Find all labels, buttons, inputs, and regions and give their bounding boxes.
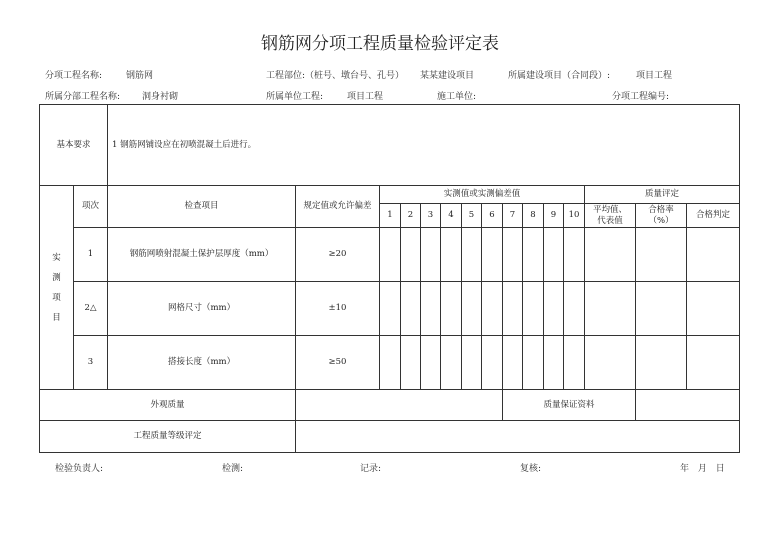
unit-value: 项目工程 [347, 92, 384, 102]
footer-tester: 检测: [222, 464, 244, 474]
measure-cell[interactable] [564, 282, 585, 336]
row-index: 3 [74, 336, 108, 390]
measure-col-header: 8 [523, 204, 544, 228]
measure-cell[interactable] [401, 228, 421, 282]
measure-cell[interactable] [441, 336, 462, 390]
measure-cell[interactable] [482, 282, 503, 336]
header-index: 项次 [74, 186, 108, 228]
inspection-table [39, 104, 740, 453]
footer-recorder: 记录: [360, 464, 382, 474]
measure-cell[interactable] [482, 228, 503, 282]
measure-cell[interactable] [441, 282, 462, 336]
measure-cell[interactable] [503, 336, 523, 390]
measure-col-header: 10 [564, 204, 585, 228]
measure-cell[interactable] [462, 282, 482, 336]
basic-requirement-label: 基本要求 [40, 105, 108, 186]
sub-project-no-label: 分项工程编号: [612, 92, 670, 102]
header-verdict: 合格判定 [687, 204, 740, 228]
sub-project-value: 钢筋网 [126, 71, 154, 81]
appearance-label: 外观质量 [40, 390, 296, 421]
measure-col-header: 3 [421, 204, 441, 228]
measure-cell[interactable] [421, 336, 441, 390]
header-measured: 实测值或实测偏差值 [380, 186, 585, 204]
measure-cell[interactable] [380, 336, 401, 390]
average-cell[interactable] [585, 228, 636, 282]
grade-label: 工程质量等级评定 [40, 421, 296, 453]
header-pass-rate-line1: 合格率 [648, 205, 674, 216]
measure-col-header: 9 [544, 204, 564, 228]
header-spec: 规定值或允许偏差 [296, 186, 380, 228]
measure-cell[interactable] [523, 282, 544, 336]
header-average [585, 204, 636, 228]
measure-cell[interactable] [380, 228, 401, 282]
assurance-label: 质量保证资料 [503, 390, 636, 421]
measure-cell[interactable] [462, 336, 482, 390]
footer-date: 年 月 日 [680, 464, 725, 474]
contractor-label: 施工单位: [437, 92, 477, 102]
measure-cell[interactable] [421, 228, 441, 282]
average-cell[interactable] [585, 336, 636, 390]
measure-cell[interactable] [564, 336, 585, 390]
row-index: 2△ [74, 282, 108, 336]
header-average-line2: 代表值 [597, 215, 623, 226]
basic-requirement-text: 1 钢筋网铺设应在初喷混凝土后进行。 [108, 105, 740, 186]
measure-cell[interactable] [401, 282, 421, 336]
header-average-line1: 平均值、 [593, 205, 628, 216]
verdict-cell[interactable] [687, 228, 740, 282]
row-spec: ≥20 [296, 228, 380, 282]
measure-col-header: 7 [503, 204, 523, 228]
pass-rate-cell[interactable] [636, 336, 687, 390]
measure-cell[interactable] [523, 228, 544, 282]
row-item: 网格尺寸（mm） [108, 282, 296, 336]
table-row [40, 336, 740, 390]
measure-col-header: 4 [441, 204, 462, 228]
sub-project-label: 分项工程名称: [45, 71, 103, 81]
row-item: 钢筋网喷射混凝土保护层厚度（mm） [108, 228, 296, 282]
section-label: 实测项目 [52, 252, 61, 323]
row-index: 1 [74, 228, 108, 282]
appearance-value[interactable] [296, 390, 503, 421]
construction-project-value: 项目工程 [636, 71, 673, 81]
pass-rate-cell[interactable] [636, 228, 687, 282]
unit-label: 所属单位工程: [266, 92, 324, 102]
header-item: 检查项目 [108, 186, 296, 228]
construction-project-label: 所属建设项目（合同段）: [508, 71, 611, 81]
measure-cell[interactable] [523, 336, 544, 390]
row-spec: ≥50 [296, 336, 380, 390]
measure-cell[interactable] [503, 228, 523, 282]
average-cell[interactable] [585, 282, 636, 336]
header-quality: 质量评定 [585, 186, 740, 204]
pass-rate-cell[interactable] [636, 282, 687, 336]
grade-value[interactable] [296, 421, 740, 453]
table-row [40, 282, 740, 336]
footer-reviewer: 复核: [520, 464, 542, 474]
section-label-cell [40, 186, 74, 390]
header-row-1 [40, 186, 740, 204]
verdict-cell[interactable] [687, 282, 740, 336]
footer-inspector: 检验负责人: [55, 464, 104, 474]
measure-cell[interactable] [380, 282, 401, 336]
measure-cell[interactable] [401, 336, 421, 390]
table-row [40, 228, 740, 282]
verdict-cell[interactable] [687, 336, 740, 390]
division-value: 洞身衬砌 [142, 92, 179, 102]
basic-requirement-row [40, 105, 740, 186]
measure-cell[interactable] [441, 228, 462, 282]
measure-cell[interactable] [544, 228, 564, 282]
measure-col-header: 2 [401, 204, 421, 228]
header-pass-rate-line2: （%） [648, 215, 674, 226]
page-title: 钢筋网分项工程质量检验评定表 [261, 34, 499, 54]
measure-cell[interactable] [462, 228, 482, 282]
appearance-row [40, 390, 740, 421]
measure-col-header: 6 [482, 204, 503, 228]
grade-row [40, 421, 740, 453]
measure-cell[interactable] [503, 282, 523, 336]
division-label: 所属分部工程名称: [45, 92, 121, 102]
header-pass-rate [636, 204, 687, 228]
location-label: 工程部位:（桩号、墩台号、孔号） [266, 71, 405, 81]
measure-cell[interactable] [421, 282, 441, 336]
measure-cell[interactable] [544, 336, 564, 390]
measure-cell[interactable] [482, 336, 503, 390]
measure-col-header: 5 [462, 204, 482, 228]
row-item: 搭接长度（mm） [108, 336, 296, 390]
measure-col-header: 1 [380, 204, 401, 228]
measure-cell[interactable] [564, 228, 585, 282]
measure-cell[interactable] [544, 282, 564, 336]
assurance-value[interactable] [636, 390, 740, 421]
location-value: 某某建设项目 [420, 71, 475, 81]
row-spec: ±10 [296, 282, 380, 336]
